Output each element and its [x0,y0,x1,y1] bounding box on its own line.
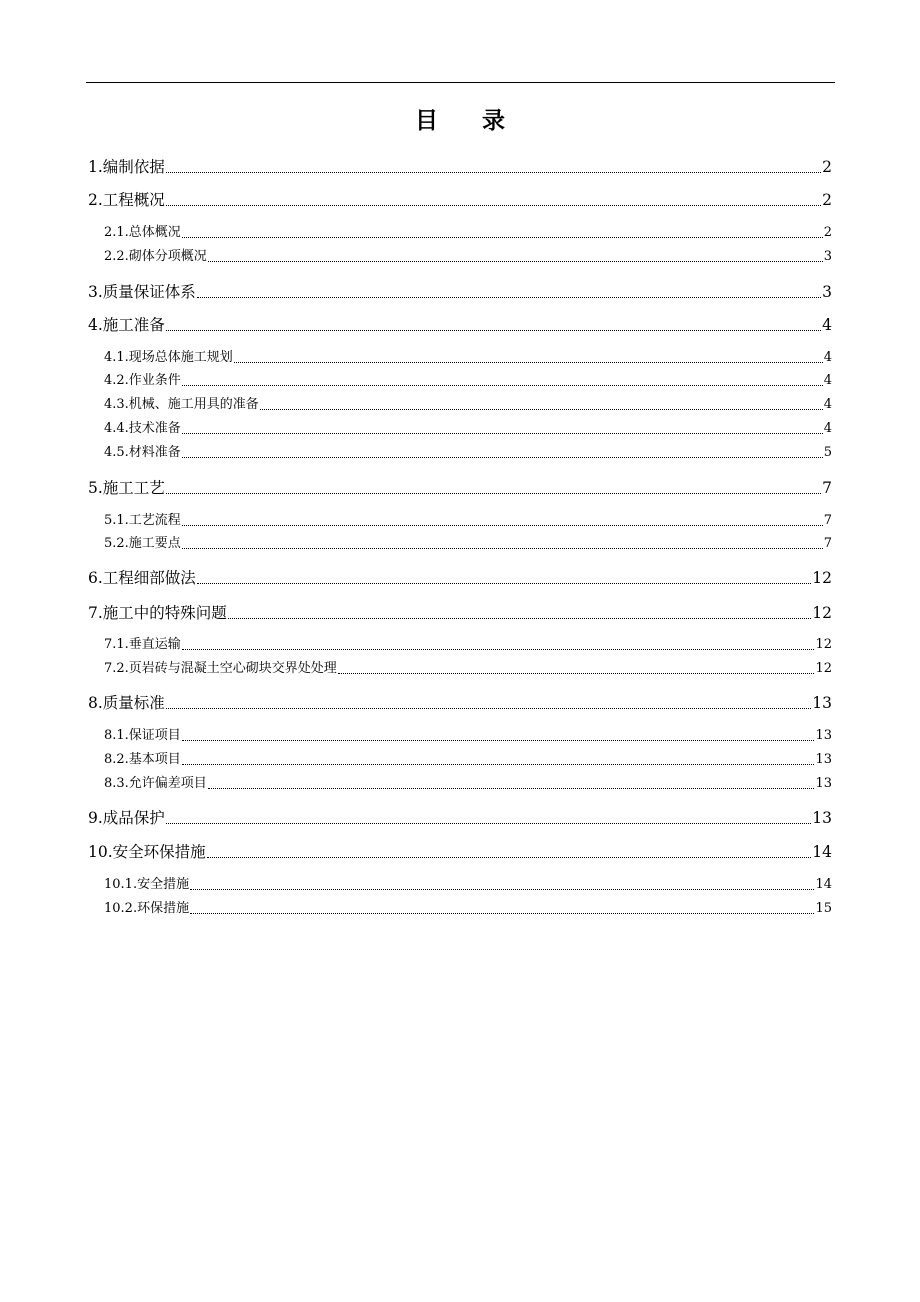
toc-entry[interactable] [88,692,832,714]
header-rule [86,82,835,83]
toc-entry[interactable] [104,660,832,678]
toc-title: 目 录 [414,108,523,134]
toc-entry-page: 4 [823,421,832,436]
toc-entry-page: 12 [812,604,832,622]
toc-entry-page: 14 [815,877,832,892]
toc-leader-dots [208,788,815,789]
toc-entry-page: 7 [823,536,832,551]
toc-leader-dots [182,525,823,526]
toc-entry-page: 13 [812,694,832,712]
toc-entry-label: 2.工程概况 [88,191,165,209]
toc-leader-dots [338,673,815,674]
toc-entry[interactable] [104,535,832,553]
toc-entry[interactable] [104,420,832,438]
toc-entry-label: 5.2.施工要点 [104,536,181,551]
toc-entry-page: 2 [823,225,832,240]
toc-entry-label: 4.2.作业条件 [104,373,181,388]
toc-entry-label: 4.5.材料准备 [104,445,181,460]
toc-entry[interactable] [88,156,832,178]
toc-entry[interactable] [104,396,832,414]
toc-entry-page: 12 [812,569,832,587]
toc-entry-page: 4 [823,373,832,388]
toc-leader-dots [182,649,815,650]
toc-entry[interactable] [88,477,832,499]
toc-entry[interactable] [88,567,832,589]
toc-entry-page: 13 [815,776,832,791]
toc-entry-label: 8.3.允许偏差项目 [104,776,207,791]
toc-entry-label: 6.工程细部做法 [88,569,196,587]
toc-leader-dots [182,740,815,741]
toc-leader-dots [182,237,823,238]
toc-entry-page: 2 [822,158,832,176]
toc-leader-dots [190,913,814,914]
toc-entry-label: 7.施工中的特殊问题 [88,604,227,622]
toc-entry-label: 8.2.基本项目 [104,752,181,767]
toc-entry[interactable] [104,224,832,242]
toc-leader-dots [166,205,821,206]
toc-entry-label: 10.安全环保措施 [88,843,206,861]
toc-leader-dots [197,583,811,584]
toc-entry-page: 7 [822,479,832,497]
toc-entry[interactable] [104,876,832,894]
toc-entry[interactable] [104,775,832,793]
toc-entry-label: 7.2.页岩砖与混凝土空心砌块交界处处理 [104,661,337,676]
toc-leader-dots [166,823,811,824]
toc-entry[interactable] [104,372,832,390]
toc-leader-dots [182,457,823,458]
toc-entry-page: 13 [815,728,832,743]
toc-entry[interactable] [104,248,832,266]
toc-entry-page: 12 [815,661,832,676]
toc-leader-dots [207,857,812,858]
toc-entry-page: 5 [823,445,832,460]
toc-entry-label: 2.2.砌体分项概况 [104,249,207,264]
toc-entry[interactable] [88,841,832,863]
toc-leader-dots [197,297,821,298]
toc-entry-label: 4.4.技术准备 [104,421,181,436]
toc-entry-page: 3 [822,283,832,301]
toc-entry-page: 3 [823,249,832,264]
toc-entry[interactable] [88,281,832,303]
toc-entry-page: 15 [815,901,832,916]
toc-leader-dots [182,764,815,765]
toc-entry-page: 14 [812,843,832,861]
toc-leader-dots [190,889,814,890]
toc-leader-dots [182,548,823,549]
toc-entry-page: 4 [823,397,832,412]
toc-leader-dots [182,433,823,434]
toc-entry-label: 4.施工准备 [88,316,165,334]
toc-entry[interactable] [104,444,832,462]
toc-entry[interactable] [104,900,832,918]
toc-entry-label: 3.质量保证体系 [88,283,196,301]
toc-entry-label: 7.1.垂直运输 [104,637,181,652]
toc-entry-label: 2.1.总体概况 [104,225,181,240]
toc-leader-dots [208,261,823,262]
toc-entry-label: 10.2.环保措施 [104,901,190,916]
toc-leader-dots [166,708,811,709]
toc-entry[interactable] [88,807,832,829]
toc-entry-label: 9.成品保护 [88,809,165,827]
toc-entry[interactable] [88,189,832,211]
toc-entry[interactable] [104,636,832,654]
toc-entry-label: 8.1.保证项目 [104,728,181,743]
toc-entry[interactable] [104,727,832,745]
toc-entry[interactable] [104,751,832,769]
toc-leader-dots [234,362,823,363]
toc-leader-dots [166,493,821,494]
toc-entry[interactable] [88,314,832,336]
toc-entry-label: 10.1.安全措施 [104,877,190,892]
toc-entry-page: 4 [823,350,832,365]
toc-entry-label: 8.质量标准 [88,694,165,712]
toc-entry-page: 2 [822,191,832,209]
toc-leader-dots [166,330,821,331]
toc-entry-label: 5.1.工艺流程 [104,513,181,528]
toc-entry-page: 13 [815,752,832,767]
toc-entry[interactable] [104,512,832,530]
toc-entry-page: 13 [812,809,832,827]
toc-entry[interactable] [104,349,832,367]
toc-entry[interactable] [88,602,832,624]
toc-entry-page: 4 [822,316,832,334]
toc-entry-label: 4.3.机械、施工用具的准备 [104,397,259,412]
toc-leader-dots [260,409,823,410]
toc-entry-page: 7 [823,513,832,528]
toc-entry-label: 4.1.现场总体施工规划 [104,350,233,365]
toc-leader-dots [228,618,811,619]
toc-leader-dots [182,385,823,386]
toc-entry-label: 1.编制依据 [88,158,165,176]
toc-entry-label: 5.施工工艺 [88,479,165,497]
toc-leader-dots [166,172,821,173]
toc-entry-page: 12 [815,637,832,652]
